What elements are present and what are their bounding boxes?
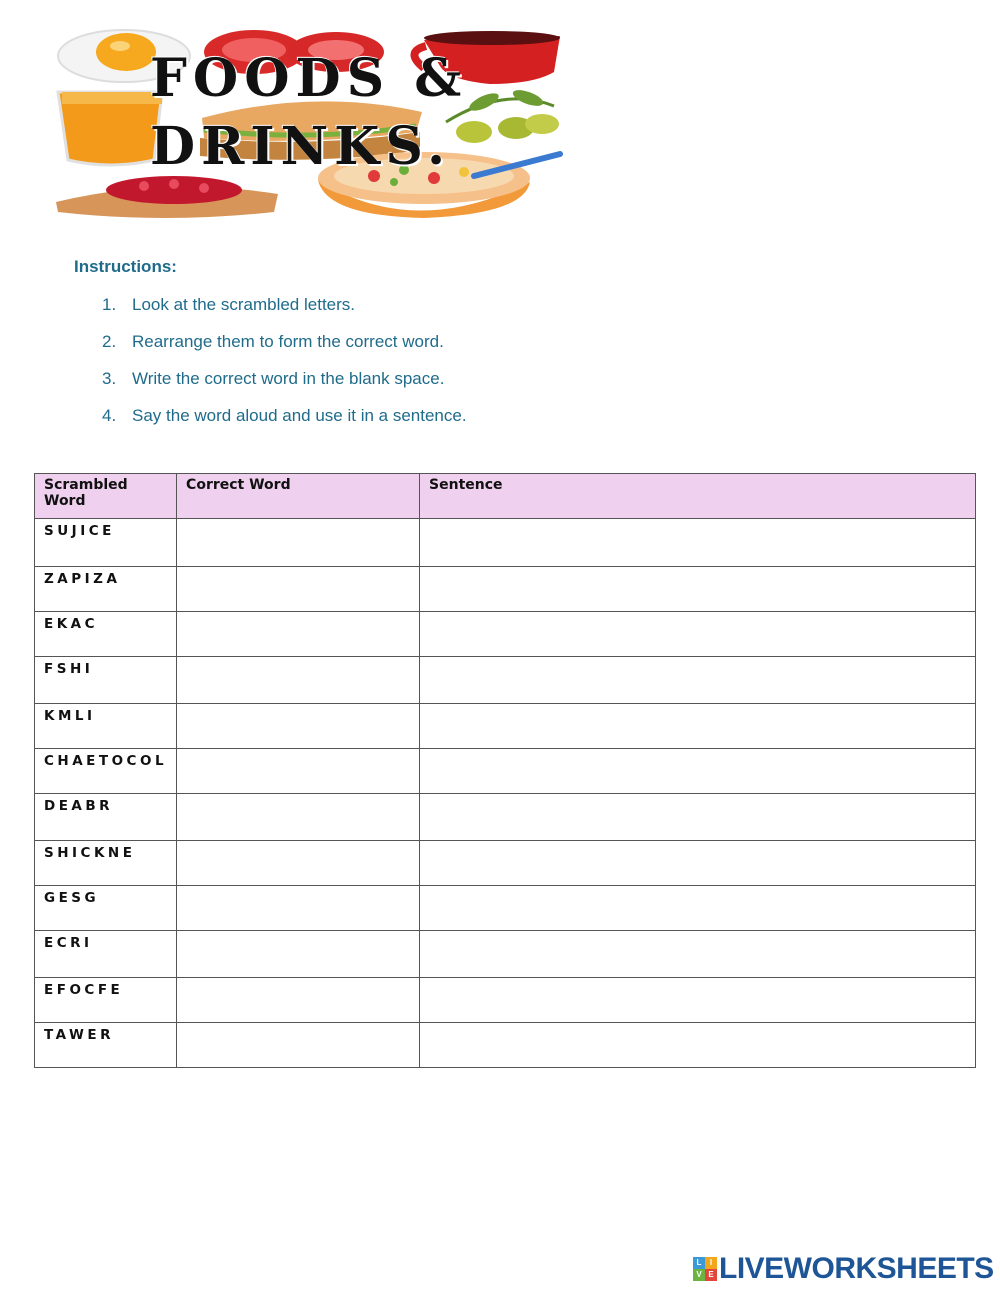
correct-word-input[interactable] (177, 567, 420, 612)
correct-word-input[interactable] (177, 931, 420, 978)
sentence-input[interactable] (420, 1023, 976, 1068)
table-row (35, 519, 976, 567)
table-row (35, 749, 976, 794)
sentence-input[interactable] (420, 704, 976, 749)
step-number: 3. (102, 369, 117, 388)
sentence-input[interactable] (420, 657, 976, 704)
table-header-row (35, 474, 976, 519)
banner-title-line-1: FOODS & (150, 48, 468, 109)
scrambled-word-cell: EKAC (35, 612, 177, 657)
table-row (35, 978, 976, 1023)
table-row (35, 612, 976, 657)
scrambled-word-cell: CHAETOCOL (35, 749, 177, 794)
correct-word-input[interactable] (177, 749, 420, 794)
correct-word-input[interactable] (177, 657, 420, 704)
step-number: 4. (102, 406, 117, 425)
jam-toast-icon (56, 176, 278, 218)
logo-letter: E (705, 1269, 717, 1281)
liveworksheets-logo-icon (693, 1257, 717, 1281)
instructions-heading: Instructions: (74, 257, 177, 276)
table-row (35, 886, 976, 931)
correct-word-input[interactable] (177, 794, 420, 841)
scrambled-word-cell: FSHI (35, 657, 177, 704)
instruction-step (102, 293, 467, 330)
step-text: Write the correct word in the blank space. (132, 369, 445, 388)
sentence-input[interactable] (420, 794, 976, 841)
instruction-step (102, 404, 467, 441)
header-sentence: Sentence (420, 474, 976, 519)
step-text: Rearrange them to form the correct word. (132, 332, 444, 351)
header-scrambled-word: Scrambled Word (35, 474, 177, 519)
scrambled-word-cell: KMLI (35, 704, 177, 749)
worksheet-table (34, 473, 976, 1068)
table-row (35, 841, 976, 886)
sentence-input[interactable] (420, 749, 976, 794)
scrambled-word-cell: ZAPIZA (35, 567, 177, 612)
scrambled-word-cell: GESG (35, 886, 177, 931)
title-banner (54, 26, 564, 222)
correct-word-input[interactable] (177, 704, 420, 749)
sentence-input[interactable] (420, 519, 976, 567)
logo-letter: V (693, 1269, 705, 1281)
liveworksheets-logo (693, 1254, 994, 1284)
logo-letter: L (693, 1257, 705, 1269)
table-row (35, 567, 976, 612)
instructions-list (102, 293, 467, 441)
table-row (35, 1023, 976, 1068)
correct-word-input[interactable] (177, 612, 420, 657)
correct-word-input[interactable] (177, 841, 420, 886)
correct-word-input[interactable] (177, 978, 420, 1023)
step-number: 2. (102, 332, 117, 351)
scrambled-word-cell: SUJICE (35, 519, 177, 567)
table-row (35, 657, 976, 704)
liveworksheets-logo-text: LIVEWORKSHEETS (719, 1252, 994, 1285)
step-text: Say the word aloud and use it in a sentence. (132, 406, 467, 425)
sentence-input[interactable] (420, 931, 976, 978)
sentence-input[interactable] (420, 978, 976, 1023)
step-text: Look at the scrambled letters. (132, 295, 356, 314)
correct-word-input[interactable] (177, 519, 420, 567)
orange-juice-icon (58, 92, 162, 165)
scrambled-word-cell: EFOCFE (35, 978, 177, 1023)
sentence-input[interactable] (420, 841, 976, 886)
scrambled-word-cell: DEABR (35, 794, 177, 841)
table-row (35, 704, 976, 749)
instruction-step (102, 367, 467, 404)
step-number: 1. (102, 295, 117, 314)
correct-word-input[interactable] (177, 886, 420, 931)
table-row (35, 794, 976, 841)
scrambled-word-cell: ECRI (35, 931, 177, 978)
table-row (35, 931, 976, 978)
banner-title-line-2: DRINKS. (150, 116, 452, 177)
logo-letter: I (705, 1257, 717, 1269)
header-correct-word: Correct Word (177, 474, 420, 519)
sentence-input[interactable] (420, 612, 976, 657)
sentence-input[interactable] (420, 886, 976, 931)
scrambled-word-cell: TAWER (35, 1023, 177, 1068)
scrambled-word-cell: SHICKNE (35, 841, 177, 886)
sentence-input[interactable] (420, 567, 976, 612)
correct-word-input[interactable] (177, 1023, 420, 1068)
instruction-step (102, 330, 467, 367)
